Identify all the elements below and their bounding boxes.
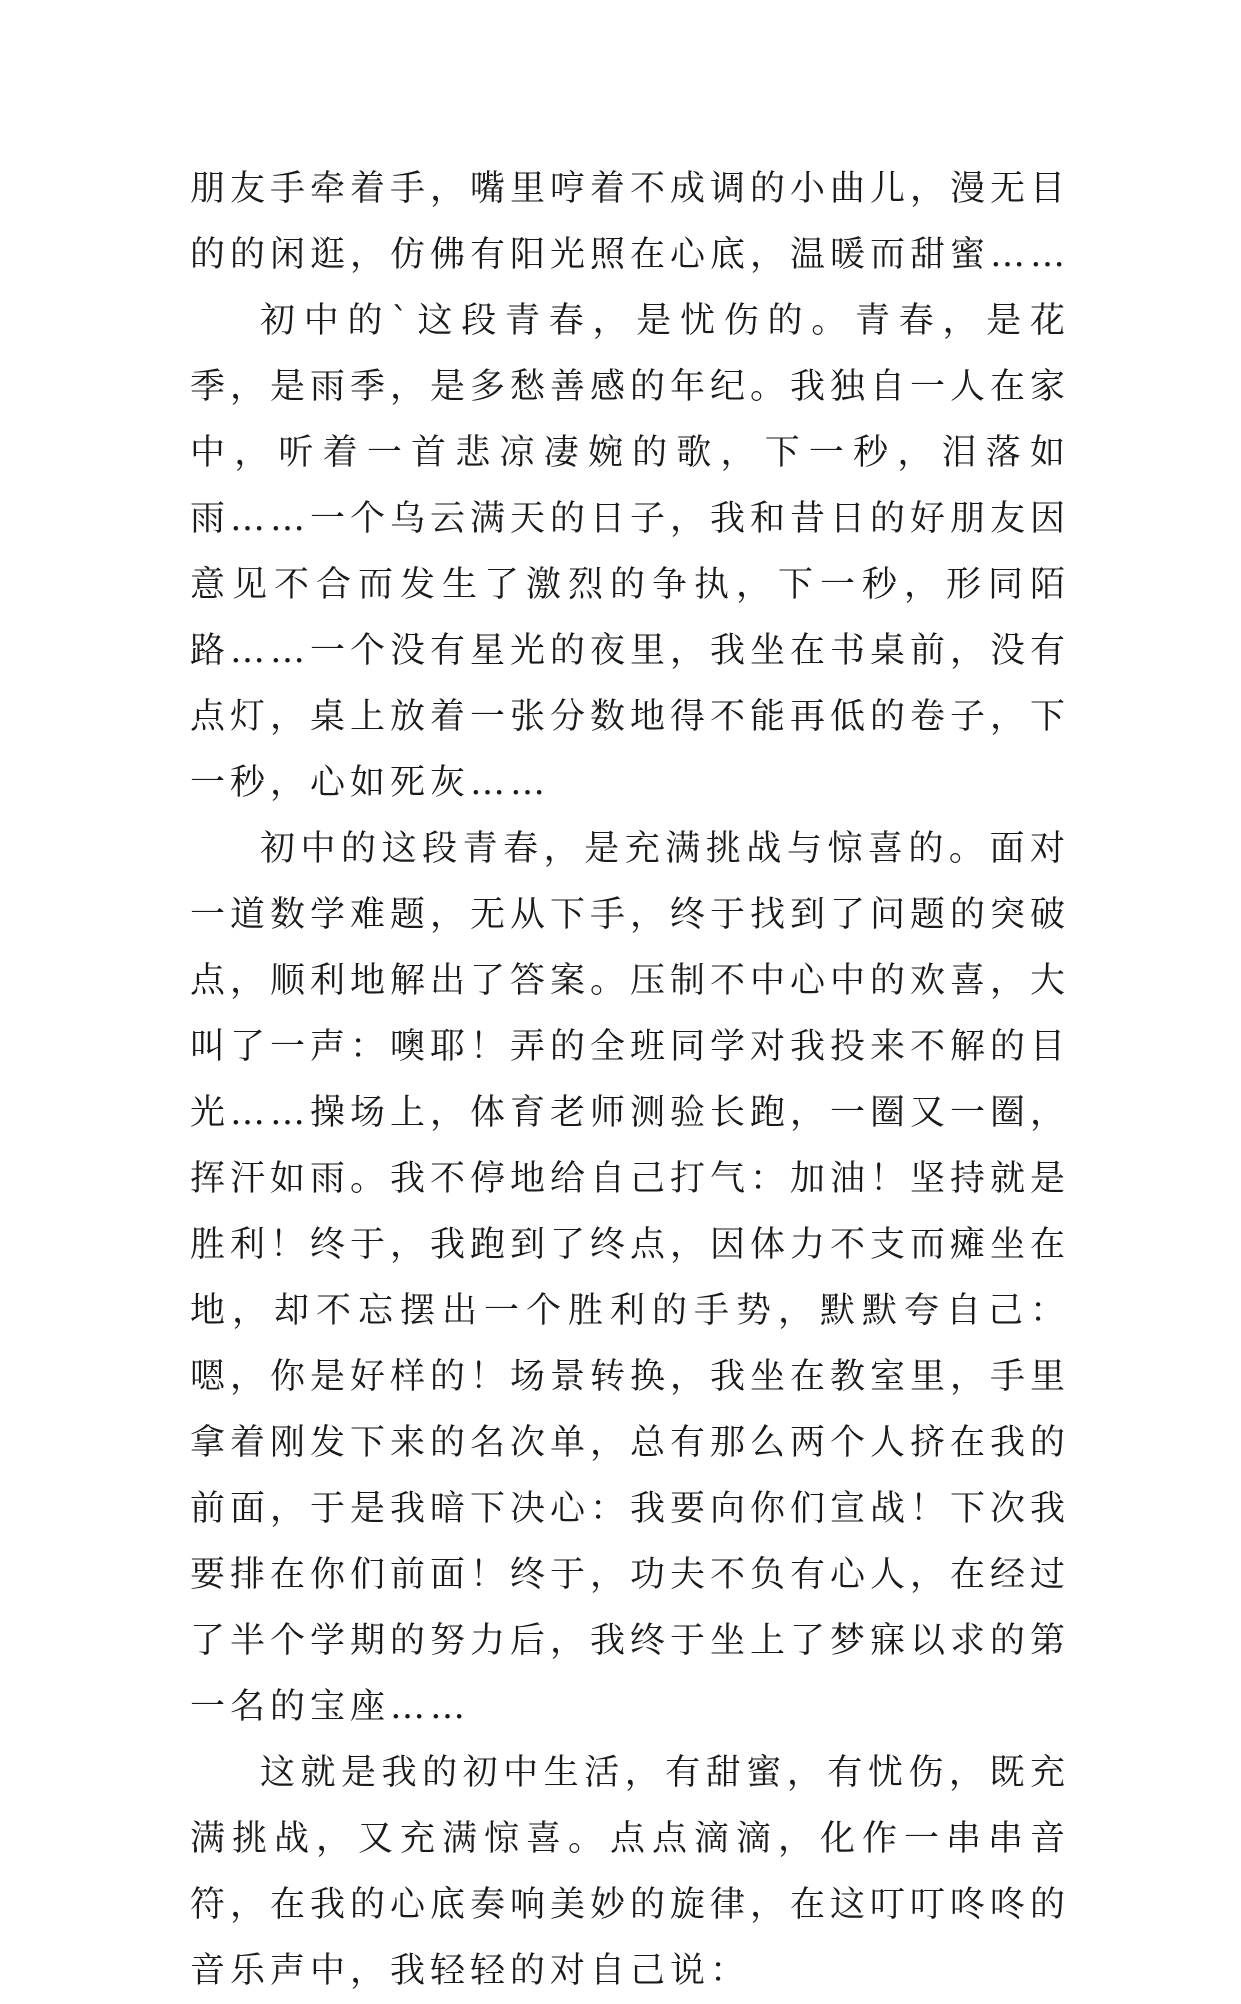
paragraph-conclusion: 这就是我的初中生活，有甜蜜，有忧伤，既充满挑战，又充满惊喜。点点滴滴，化作一串串音符，在我的心底奏响美妙的旋律，在这叮叮咚咚的音乐声中，我轻轻的对自己说： — [190, 1753, 1071, 1991]
paragraph-continuation: 朋友手牵着手，嘴里哼着不成调的小曲儿，漫无目的的闲逛，仿佛有阳光照在心底，温暖而甜蜜…… — [190, 169, 1071, 275]
paragraph-sadness: 初中的`这段青春，是忧伤的。青春，是花季，是雨季，是多愁善感的年纪。我独自一人在家中，听着一首悲凉凄婉的歌，下一秒，泪落如雨……一个乌云满天的日子，我和昔日的好朋友因意见不合而发生了激烈的争执，下一秒，形同陌路……一个没有星光的夜里，我坐在书桌前，没有点灯，桌上放着一张分数地得不能再低的卷子，下一秒，心如死灰…… — [190, 301, 1071, 803]
paragraph-challenge: 初中的这段青春，是充满挑战与惊喜的。面对一道数学难题，无从下手，终于找到了问题的突破点，顺利地解出了答案。压制不中心中的欢喜，大叫了一声：噢耶！弄的全班同学对我投来不解的目光……操场上，体育老师测验长跑，一圈又一圈，挥汗如雨。我不停地给自己打气：加油！坚持就是胜利！终于，我跑到了终点，因体力不支而瘫坐在地，却不忘摆出一个胜利的手势，默默夸自己：嗯，你是好样的！场景转换，我坐在教室里，手里拿着刚发下来的名次单，总有那么两个人挤在我的前面，于是我暗下决心：我要向你们宣战！下次我要排在你们前面！终于，功夫不负有心人，在经过了半个学期的努力后，我终于坐上了梦寐以求的第一名的宝座…… — [190, 829, 1071, 1727]
document-page — [190, 156, 1070, 2004]
